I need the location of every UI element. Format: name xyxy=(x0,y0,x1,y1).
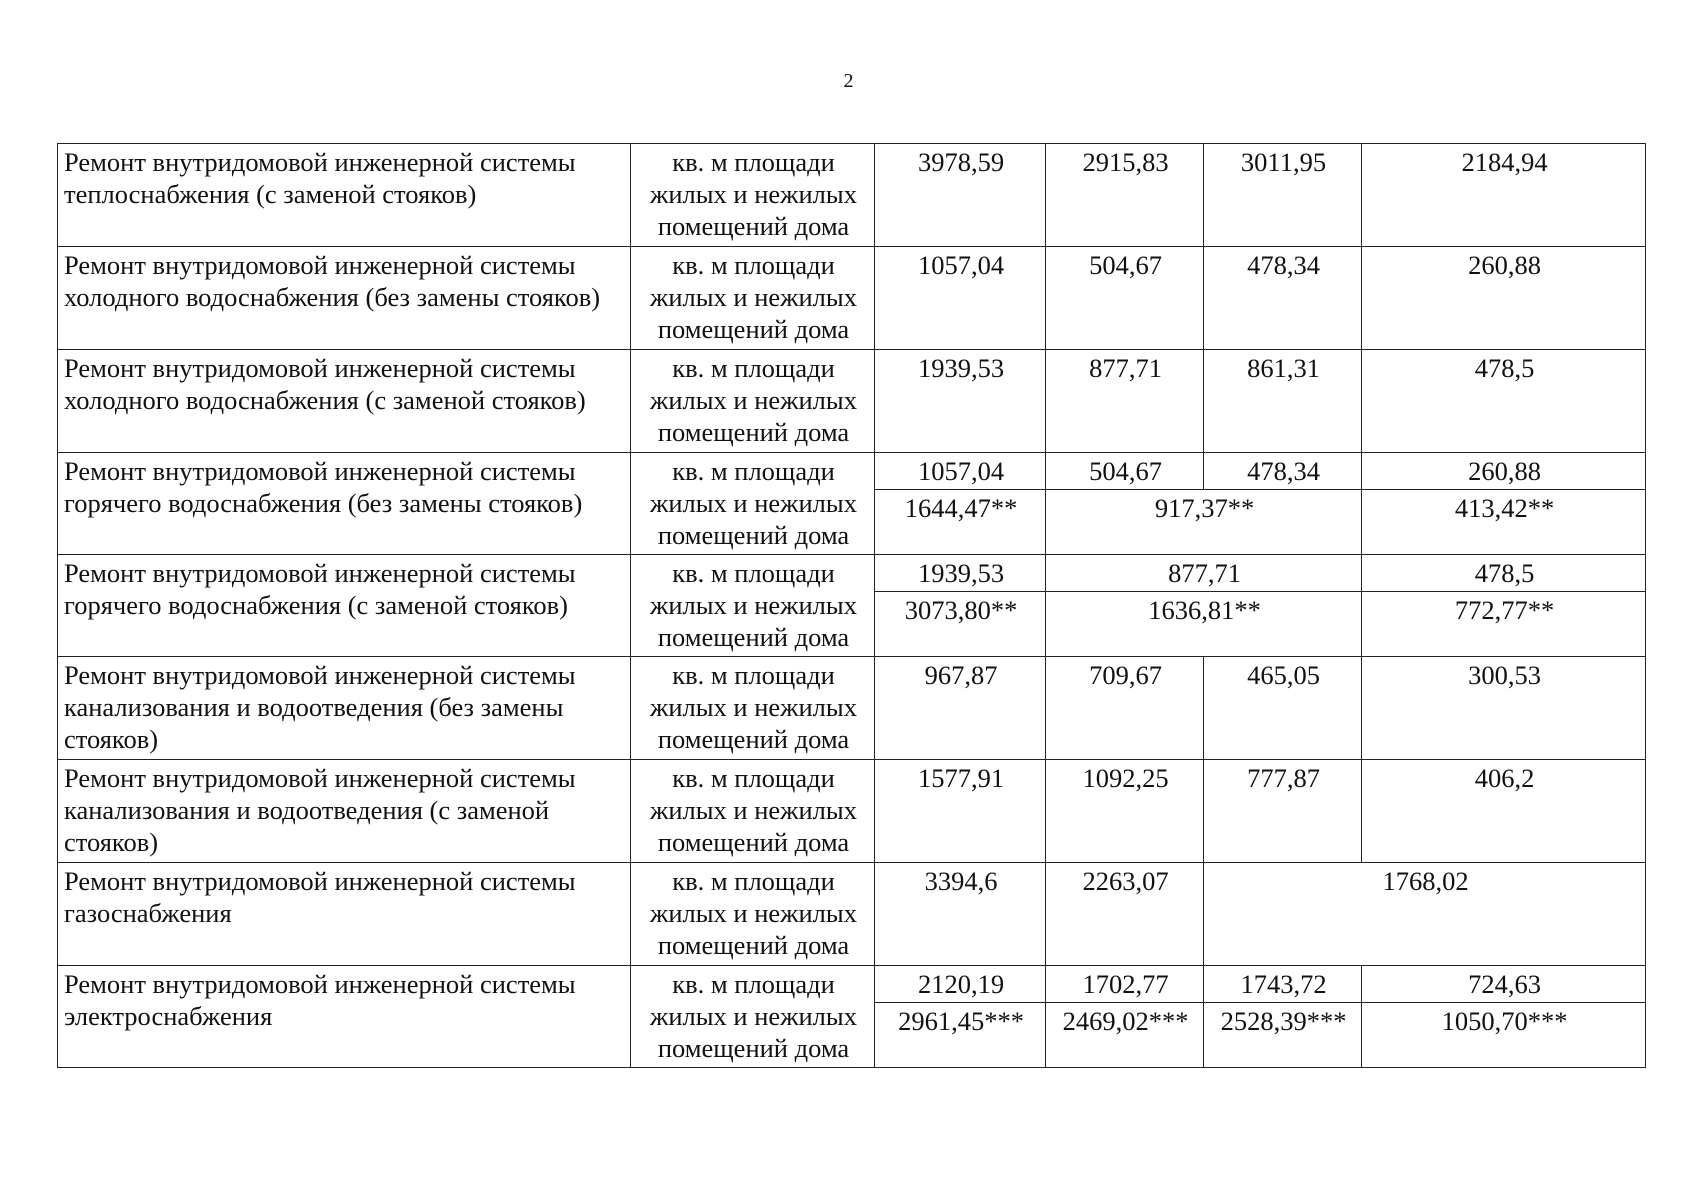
value-cell-alt: 772,77** xyxy=(1362,592,1646,657)
work-name: Ремонт внутридомовой инженерной системы горячего водоснабжения (без замены стояков) xyxy=(58,453,631,555)
value-cell: 1939,53 xyxy=(875,350,1046,453)
value-cell: 1577,91 xyxy=(875,760,1046,863)
work-name: Ремонт внутридомовой инженерной системы холодного водоснабжения (без замены стояков) xyxy=(58,247,631,350)
repair-cost-table xyxy=(57,143,1646,1068)
unit-cell: кв. м площади жилых и нежилых помещений дома xyxy=(631,555,875,657)
unit-cell: кв. м площади жилых и нежилых помещений дома xyxy=(631,350,875,453)
value-cell: 3394,6 xyxy=(875,863,1046,966)
value-cell: 1057,04 xyxy=(875,453,1046,490)
value-cell: 3978,59 xyxy=(875,144,1046,247)
unit-cell: кв. м площади жилых и нежилых помещений дома xyxy=(631,657,875,760)
work-name: Ремонт внутридомовой инженерной системы электроснабжения xyxy=(58,966,631,1068)
value-cell: 260,88 xyxy=(1362,453,1646,490)
unit-cell: кв. м площади жилых и нежилых помещений дома xyxy=(631,760,875,863)
value-cell: 777,87 xyxy=(1204,760,1362,863)
value-cell: 1057,04 xyxy=(875,247,1046,350)
value-cell-alt: 1636,81** xyxy=(1046,592,1362,657)
unit-cell: кв. м площади жилых и нежилых помещений дома xyxy=(631,247,875,350)
value-cell-alt: 917,37** xyxy=(1046,490,1362,555)
value-cell: 504,67 xyxy=(1046,247,1204,350)
table-row xyxy=(58,453,1646,490)
value-cell-alt: 1050,70*** xyxy=(1362,1003,1646,1068)
value-cell: 260,88 xyxy=(1362,247,1646,350)
work-name: Ремонт внутридомовой инженерной системы канализования и водоотведения (без замены стояков) xyxy=(58,657,631,760)
work-name: Ремонт внутридомовой инженерной системы холодного водоснабжения (с заменой стояков) xyxy=(58,350,631,453)
unit-cell: кв. м площади жилых и нежилых помещений дома xyxy=(631,144,875,247)
table-row xyxy=(58,966,1646,1003)
unit-cell: кв. м площади жилых и нежилых помещений дома xyxy=(631,966,875,1068)
value-cell: 2263,07 xyxy=(1046,863,1204,966)
value-cell: 1092,25 xyxy=(1046,760,1204,863)
work-name: Ремонт внутридомовой инженерной системы теплоснабжения (с заменой стояков) xyxy=(58,144,631,247)
value-cell: 478,34 xyxy=(1204,247,1362,350)
table-row xyxy=(58,555,1646,592)
value-cell: 406,2 xyxy=(1362,760,1646,863)
value-cell-alt: 413,42** xyxy=(1362,490,1646,555)
value-cell: 2184,94 xyxy=(1362,144,1646,247)
value-cell: 1743,72 xyxy=(1204,966,1362,1003)
value-cell: 465,05 xyxy=(1204,657,1362,760)
value-cell-alt: 2469,02*** xyxy=(1046,1003,1204,1068)
value-cell: 709,67 xyxy=(1046,657,1204,760)
table-row xyxy=(58,247,1646,350)
value-cell: 1768,02 xyxy=(1204,863,1646,966)
value-cell: 724,63 xyxy=(1362,966,1646,1003)
value-cell-alt: 2528,39*** xyxy=(1204,1003,1362,1068)
value-cell: 877,71 xyxy=(1046,555,1362,592)
value-cell: 861,31 xyxy=(1204,350,1362,453)
work-name: Ремонт внутридомовой инженерной системы газоснабжения xyxy=(58,863,631,966)
table-row xyxy=(58,863,1646,966)
value-cell: 1702,77 xyxy=(1046,966,1204,1003)
value-cell: 2120,19 xyxy=(875,966,1046,1003)
table-row xyxy=(58,657,1646,760)
value-cell: 478,5 xyxy=(1362,350,1646,453)
value-cell: 3011,95 xyxy=(1204,144,1362,247)
value-cell-alt: 1644,47** xyxy=(875,490,1046,555)
value-cell: 877,71 xyxy=(1046,350,1204,453)
value-cell: 504,67 xyxy=(1046,453,1204,490)
work-name: Ремонт внутридомовой инженерной системы горячего водоснабжения (с заменой стояков) xyxy=(58,555,631,657)
page-number: 2 xyxy=(843,70,854,92)
table-row xyxy=(58,144,1646,247)
value-cell-alt: 3073,80** xyxy=(875,592,1046,657)
unit-cell: кв. м площади жилых и нежилых помещений дома xyxy=(631,453,875,555)
value-cell: 478,34 xyxy=(1204,453,1362,490)
table-row xyxy=(58,760,1646,863)
unit-cell: кв. м площади жилых и нежилых помещений дома xyxy=(631,863,875,966)
table-row xyxy=(58,350,1646,453)
value-cell: 967,87 xyxy=(875,657,1046,760)
value-cell: 478,5 xyxy=(1362,555,1646,592)
value-cell: 1939,53 xyxy=(875,555,1046,592)
value-cell: 2915,83 xyxy=(1046,144,1204,247)
value-cell-alt: 2961,45*** xyxy=(875,1003,1046,1068)
work-name: Ремонт внутридомовой инженерной системы канализования и водоотведения (с заменой стояков) xyxy=(58,760,631,863)
value-cell: 300,53 xyxy=(1362,657,1646,760)
